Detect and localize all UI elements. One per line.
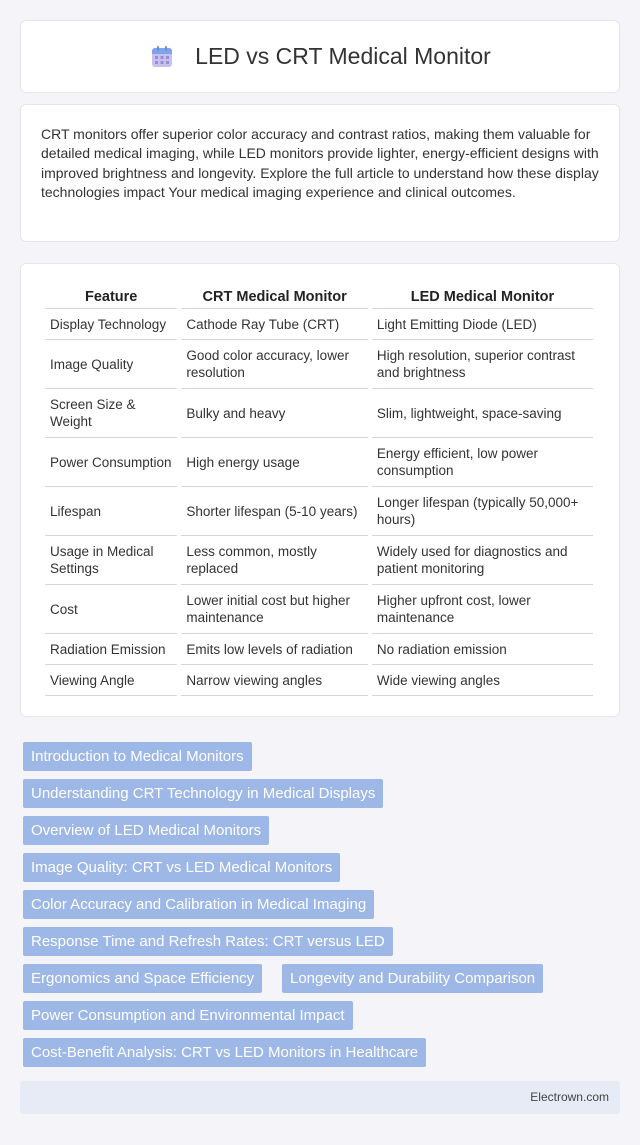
comparison-table-card	[20, 263, 620, 717]
link-crt-technology[interactable]: Understanding CRT Technology in Medical Displays	[23, 779, 383, 808]
table-cell: Lifespan	[45, 487, 177, 536]
table-cell: Light Emitting Diode (LED)	[372, 309, 593, 340]
table-cell: Cost	[45, 585, 177, 634]
link-longevity[interactable]: Longevity and Durability Comparison	[282, 964, 543, 993]
calendar-icon	[149, 44, 175, 70]
table-cell: Shorter lifespan (5-10 years)	[181, 487, 368, 536]
footer	[20, 1081, 620, 1114]
table-cell: Bulky and heavy	[181, 389, 368, 438]
table-cell: Viewing Angle	[45, 665, 177, 696]
link-response-time[interactable]: Response Time and Refresh Rates: CRT versus LED	[23, 927, 393, 956]
link-ergonomics[interactable]: Ergonomics and Space Efficiency	[23, 964, 262, 993]
header-crt: CRT Medical Monitor	[181, 284, 368, 309]
table-cell: Cathode Ray Tube (CRT)	[181, 309, 368, 340]
intro-card	[20, 104, 620, 242]
table-cell: Lower initial cost but higher maintenance	[181, 585, 368, 634]
table-cell: High energy usage	[181, 438, 368, 487]
table-row	[45, 585, 593, 634]
header-led: LED Medical Monitor	[372, 284, 593, 309]
table-cell: Display Technology	[45, 309, 177, 340]
link-color-accuracy[interactable]: Color Accuracy and Calibration in Medical Imaging	[23, 890, 374, 919]
table-cell: Radiation Emission	[45, 634, 177, 665]
table-cell: Emits low levels of radiation	[181, 634, 368, 665]
table-row	[45, 309, 593, 340]
table-cell: Longer lifespan (typically 50,000+ hours)	[372, 487, 593, 536]
table-cell: Narrow viewing angles	[181, 665, 368, 696]
table-cell: High resolution, superior contrast and brightness	[372, 340, 593, 389]
table-cell: Energy efficient, low power consumption	[372, 438, 593, 487]
comparison-table	[41, 284, 597, 696]
link-led-overview[interactable]: Overview of LED Medical Monitors	[23, 816, 269, 845]
table-cell: Slim, lightweight, space-saving	[372, 389, 593, 438]
table-row	[45, 634, 593, 665]
table-cell: Usage in Medical Settings	[45, 536, 177, 585]
table-cell: Wide viewing angles	[372, 665, 593, 696]
header-feature: Feature	[45, 284, 177, 309]
link-power-consumption[interactable]: Power Consumption and Environmental Impact	[23, 1001, 353, 1030]
topic-links	[20, 738, 620, 1069]
table-row	[45, 487, 593, 536]
page-title: LED vs CRT Medical Monitor	[195, 43, 491, 69]
link-image-quality[interactable]: Image Quality: CRT vs LED Medical Monitors	[23, 853, 340, 882]
table-cell: Screen Size & Weight	[45, 389, 177, 438]
table-header-row	[45, 284, 593, 309]
table-row	[45, 438, 593, 487]
header-card	[20, 20, 620, 93]
table-row	[45, 340, 593, 389]
link-cost-benefit[interactable]: Cost-Benefit Analysis: CRT vs LED Monitors in Healthcare	[23, 1038, 426, 1067]
table-cell: Higher upfront cost, lower maintenance	[372, 585, 593, 634]
table-cell: Widely used for diagnostics and patient monitoring	[372, 536, 593, 585]
table-row	[45, 536, 593, 585]
footer-site-name: Electrown.com	[530, 1090, 609, 1104]
table-cell: Image Quality	[45, 340, 177, 389]
table-cell: Power Consumption	[45, 438, 177, 487]
table-cell: No radiation emission	[372, 634, 593, 665]
intro-text: CRT monitors offer superior color accuracy and contrast ratios, making them valuable for detailed medical imaging, while LED monitors provide lighter, energy-efficient designs with improved brightness and longevity. Explore the full article to understand how these display technologies impact Your medical imaging experience and clinical outcomes.	[41, 126, 599, 201]
link-introduction[interactable]: Introduction to Medical Monitors	[23, 742, 252, 771]
table-cell: Good color accuracy, lower resolution	[181, 340, 368, 389]
table-cell: Less common, mostly replaced	[181, 536, 368, 585]
table-row	[45, 389, 593, 438]
table-row	[45, 665, 593, 696]
